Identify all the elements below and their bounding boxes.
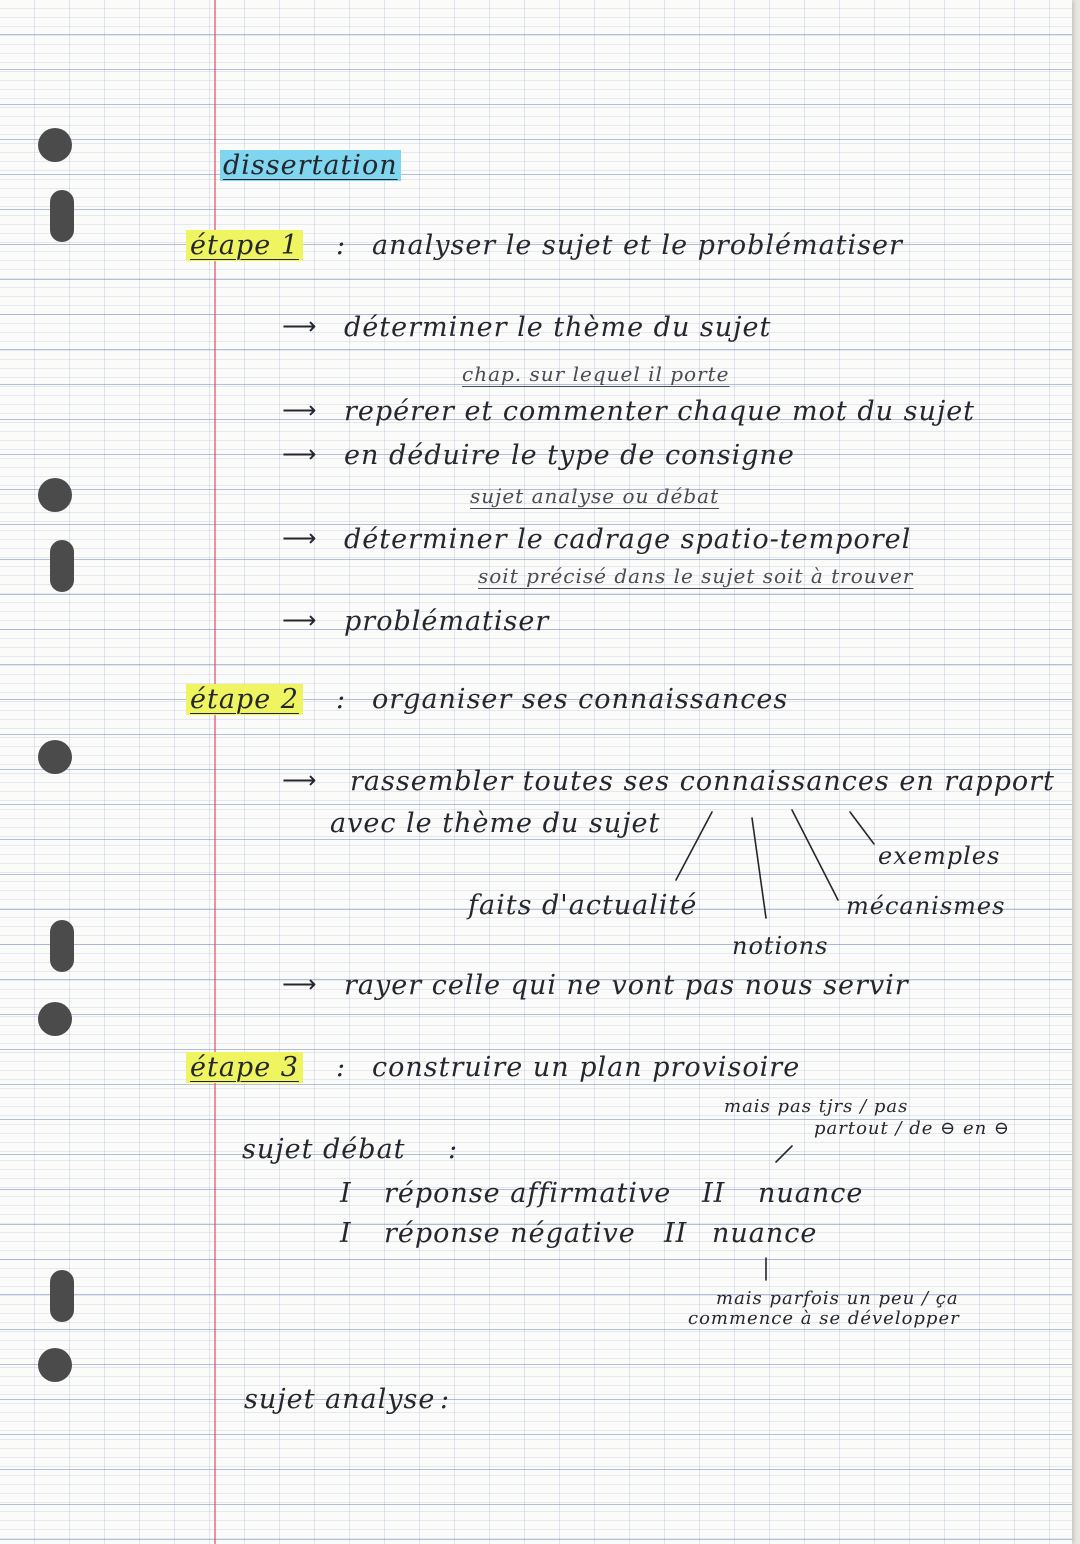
step1-item4: déterminer le cadrage spatio-temporel <box>344 524 912 555</box>
arrow-icon: ⟶ <box>282 312 317 340</box>
step1-heading: analyser le sujet et le problématiser <box>372 230 903 261</box>
sujet-analyse-colon: : <box>440 1384 451 1415</box>
step1-item1: déterminer le thème du sujet <box>344 312 772 343</box>
arrow-icon: ⟶ <box>282 524 317 552</box>
step2-colon: : <box>336 684 347 715</box>
binder-hole <box>38 128 72 162</box>
step2-item1-cont: avec le thème du sujet <box>330 808 661 839</box>
binder-hole <box>38 740 72 774</box>
arrow-icon: ⟶ <box>282 970 317 998</box>
plan1-num2: II <box>702 1178 726 1209</box>
step1-item1-note: chap. sur lequel il porte <box>462 362 730 386</box>
step1-colon: : <box>336 230 347 261</box>
binder-slot <box>50 190 74 242</box>
arrow-icon: ⟶ <box>282 606 317 634</box>
step1-item3: en déduire le type de consigne <box>344 440 795 471</box>
binder-hole <box>38 1348 72 1382</box>
branch-faits: faits d'actualité <box>468 890 698 921</box>
arrow-icon: ⟶ <box>282 766 317 794</box>
step1-item2: repérer et commenter chaque mot du sujet <box>344 396 976 427</box>
step3-label: étape 3 <box>186 1052 303 1083</box>
plan1-part2: nuance <box>758 1178 864 1209</box>
plan2-num1: I <box>340 1218 352 1249</box>
branch-notions: notions <box>732 932 829 960</box>
page-title <box>220 150 401 181</box>
step3-colon: : <box>336 1052 347 1083</box>
arrow-icon: ⟶ <box>282 396 317 424</box>
step2-label: étape 2 <box>186 684 303 715</box>
sujet-debat-colon: : <box>448 1134 459 1165</box>
binder-slot <box>50 920 74 972</box>
step1-item5: problématiser <box>344 606 550 637</box>
sujet-analyse-label: sujet analyse <box>244 1384 436 1415</box>
binder-slot <box>50 540 74 592</box>
step1-label: étape 1 <box>186 230 303 261</box>
step1-item4-note: soit précisé dans le sujet soit à trouver <box>478 564 914 588</box>
step2-item2: rayer celle qui ne vont pas nous servir <box>344 970 909 1001</box>
step3-note-bottom-2: commence à se développer <box>688 1308 960 1329</box>
plan2-num2: II <box>664 1218 688 1249</box>
plan1-num1: I <box>340 1178 352 1209</box>
branch-exemples: exemples <box>878 842 1001 870</box>
plan1-part1: réponse affirmative <box>384 1178 672 1209</box>
step3-note-top-1: mais pas tjrs / pas <box>724 1096 909 1117</box>
step3-heading: construire un plan provisoire <box>372 1052 801 1083</box>
step3-note-top-2: partout / de ⊖ en ⊖ <box>814 1118 1011 1139</box>
title-text: dissertation <box>220 150 401 181</box>
binder-slot <box>50 1270 74 1322</box>
plan2-part1: réponse négative <box>384 1218 636 1249</box>
binder-hole <box>38 1002 72 1036</box>
step1-item3-note: sujet analyse ou débat <box>470 484 720 508</box>
step3-note-bottom-1: mais parfois un peu / ça <box>716 1288 959 1309</box>
step2-item1: rassembler toutes ses connaissances en rapport <box>350 766 1055 797</box>
arrow-icon: ⟶ <box>282 440 317 468</box>
binder-hole <box>38 478 72 512</box>
plan2-part2: nuance <box>712 1218 818 1249</box>
branch-mecanismes: mécanismes <box>846 892 1006 920</box>
sujet-debat-label: sujet débat <box>242 1134 406 1165</box>
step2-heading: organiser ses connaissances <box>372 684 789 715</box>
